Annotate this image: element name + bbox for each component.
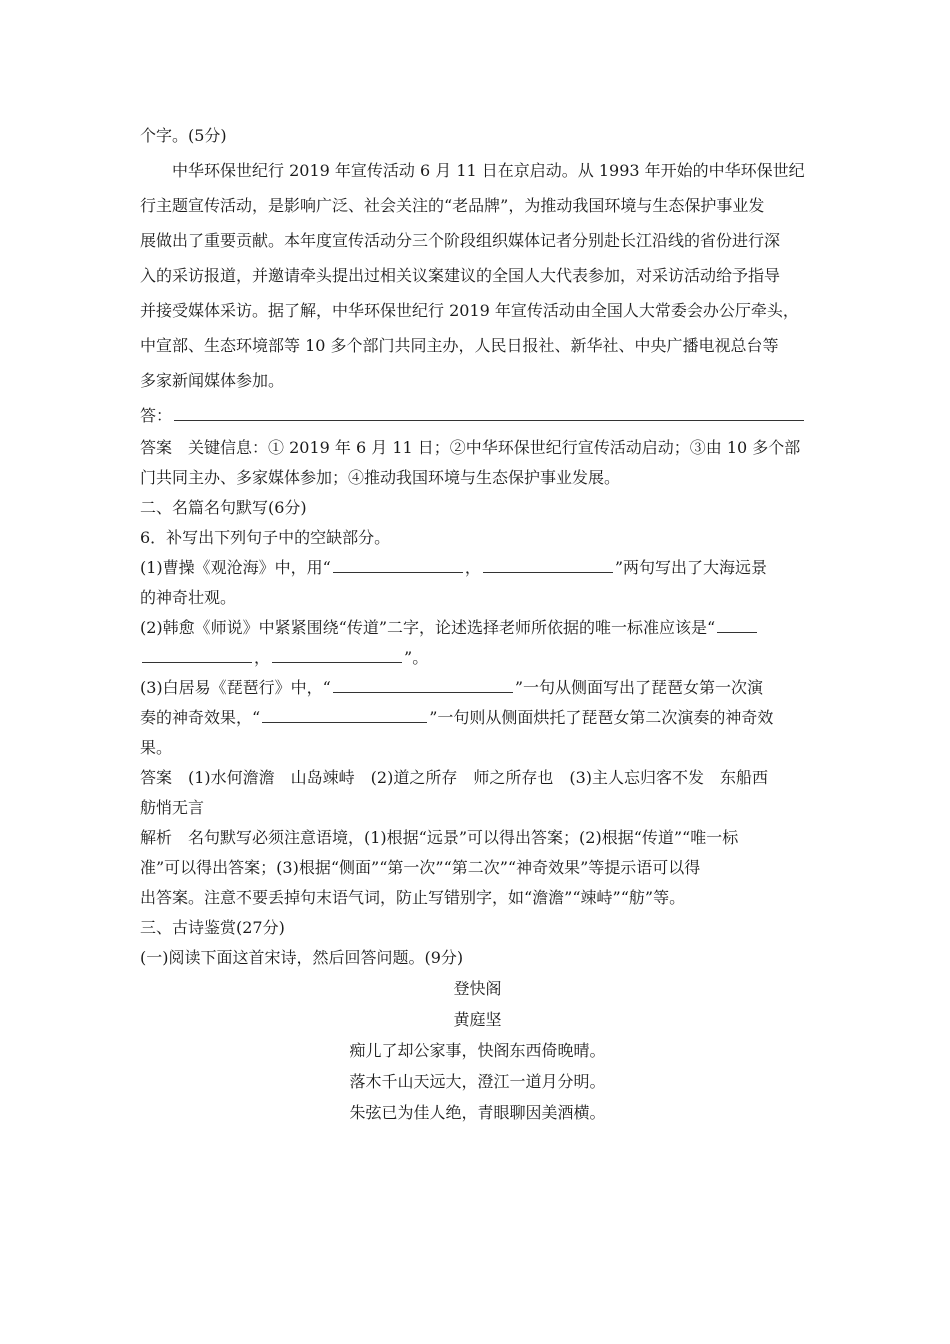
passage-line: 多家新闻媒体参加。 <box>140 371 285 390</box>
question-item <box>140 673 815 703</box>
fill-blank[interactable] <box>272 661 402 663</box>
answer-label: 答： <box>140 406 173 425</box>
passage-line: 中宣部、生态环境部等 10 多个部门共同主办，人民日报社、新华社、中央广播电视总台等 <box>140 336 779 355</box>
fill-blank[interactable] <box>483 571 613 573</box>
fill-blank[interactable] <box>262 721 427 723</box>
question-item <box>140 703 815 733</box>
question-text: ， <box>254 648 271 667</box>
passage-line: 展做出了重要贡献。本年度宣传活动分三个阶段组织媒体记者分别赴长江沿线的省份进行深 <box>140 231 781 250</box>
poem-title: 登快阁 <box>453 979 502 998</box>
answer-blank[interactable] <box>174 420 804 421</box>
fill-blank[interactable] <box>142 661 252 663</box>
explanation-text: 出答案。注意不要丢掉句末语气词，防止写错别字，如“澹澹”“竦峙”“舫”等。 <box>140 888 686 907</box>
explanation-text: 准”可以得出答案；(3)根据“侧面”“第一次”“第二次”“神奇效果”等提示语可以得 <box>140 858 701 877</box>
poem-block <box>140 973 815 1128</box>
question-stem: 6．补写出下列句子中的空缺部分。 <box>140 528 391 547</box>
question-text: ”。 <box>404 648 429 667</box>
question-text: 果。 <box>140 738 173 757</box>
question-text: 的神奇壮观。 <box>140 588 237 607</box>
question-text: ， <box>464 558 481 577</box>
question-item <box>140 553 815 583</box>
section-heading: 二、名篇名句默写(6分) <box>140 498 307 517</box>
explanation-text: 解析 名句默写必须注意语境，(1)根据“远景”可以得出答案；(2)根据“传道”“唯一标 <box>140 828 739 847</box>
question-item <box>140 643 815 673</box>
answer-text: 舫悄无言 <box>140 798 205 817</box>
poem-author: 黄庭坚 <box>453 1010 502 1029</box>
question-text: 奏的神奇效果，“ <box>140 708 261 727</box>
question-text: ”两句写出了大海远景 <box>614 558 768 577</box>
answer-text: 答案 关键信息：① 2019 年 6 月 11 日；②中华环保世纪行宣传活动启动；③由 10 多个部 <box>140 438 801 457</box>
document-page <box>140 120 815 1128</box>
poem-line: 痴儿了却公家事，快阁东西倚晚晴。 <box>349 1041 606 1060</box>
passage-paragraph <box>140 153 815 398</box>
answer-field-row <box>140 398 815 433</box>
passage-line: 并接受媒体采访。据了解，中华环保世纪行 2019 年宣传活动由全国人大常委会办公厅牵头， <box>140 301 799 320</box>
answer-text: 答案 (1)水何澹澹 山岛竦峙 (2)道之所存 师之所存也 (3)主人忘归客不发 东船西 <box>140 768 768 787</box>
passage-line: 入的采访报道，并邀请牵头提出过相关议案建议的全国人大代表参加，对采访活动给予指导 <box>140 266 781 285</box>
section-heading: 三、古诗鉴赏(27分) <box>140 918 285 937</box>
paragraph-tail: 个字。(5分) <box>140 126 227 145</box>
question-text: (1)曹操《观沧海》中，用“ <box>140 558 331 577</box>
fill-blank[interactable] <box>717 631 757 633</box>
fill-blank[interactable] <box>333 691 513 693</box>
question-stem: (一)阅读下面这首宋诗，然后回答问题。(9分) <box>140 948 464 967</box>
question-text: ”一句则从侧面烘托了琵琶女第二次演奏的神奇效 <box>429 708 774 727</box>
poem-line: 朱弦已为佳人绝，青眼聊因美酒横。 <box>349 1103 606 1122</box>
passage-line: 中华环保世纪行 2019 年宣传活动 6 月 11 日在京启动。从 1993 年开始的中华环保世纪 <box>172 161 805 180</box>
question-item <box>140 613 815 643</box>
passage-line: 行主题宣传活动，是影响广泛、社会关注的“老品牌”，为推动我国环境与生态保护事业发 <box>140 196 765 215</box>
answer-text: 门共同主办、多家媒体参加；④推动我国环境与生态保护事业发展。 <box>140 468 621 487</box>
question-text: (2)韩愈《师说》中紧紧围绕“传道”二字，论述选择老师所依据的唯一标准应该是“ <box>140 618 716 637</box>
question-text: (3)白居易《琵琶行》中，“ <box>140 678 331 697</box>
fill-blank[interactable] <box>333 571 463 573</box>
question-text: ”一句从侧面写出了琵琶女第一次演 <box>514 678 764 697</box>
poem-line: 落木千山天远大，澄江一道月分明。 <box>349 1072 606 1091</box>
